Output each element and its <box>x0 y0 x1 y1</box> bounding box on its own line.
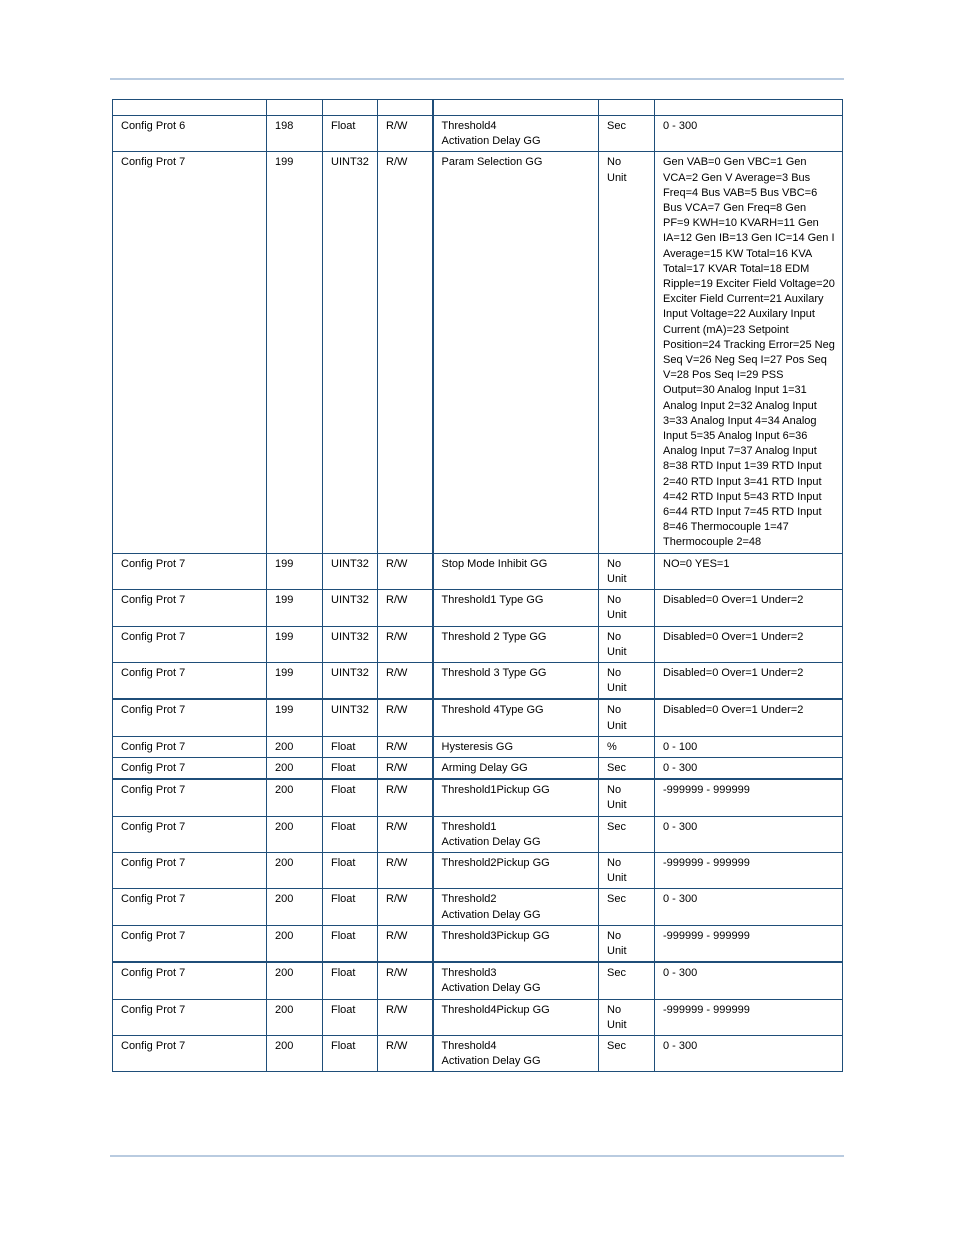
register-cell: 198 <box>267 116 323 152</box>
range-cell: 0 - 100 <box>655 736 843 757</box>
type-cell: Float <box>323 925 378 962</box>
parameter-cell: Threshold 4Type GG <box>433 699 599 736</box>
table-row <box>113 152 843 553</box>
access-cell: R/W <box>378 699 433 736</box>
parameter-cell: Threshold3Pickup GG <box>433 925 599 962</box>
group-cell: Config Prot 7 <box>113 662 267 699</box>
access-cell: R/W <box>378 736 433 757</box>
unit-cell: No Unit <box>599 925 655 962</box>
access-cell: R/W <box>378 889 433 925</box>
type-cell: UINT32 <box>323 662 378 699</box>
register-cell: 200 <box>267 1035 323 1071</box>
header-cell <box>323 100 378 116</box>
group-cell: Config Prot 7 <box>113 152 267 553</box>
register-cell: 199 <box>267 699 323 736</box>
access-cell: R/W <box>378 999 433 1035</box>
unit-cell: No Unit <box>599 626 655 662</box>
unit-cell: % <box>599 736 655 757</box>
register-cell: 200 <box>267 999 323 1035</box>
access-cell: R/W <box>378 662 433 699</box>
range-cell: -999999 - 999999 <box>655 925 843 962</box>
group-cell: Config Prot 6 <box>113 116 267 152</box>
table-row <box>113 590 843 626</box>
unit-cell: No Unit <box>599 852 655 888</box>
range-cell: 0 - 300 <box>655 962 843 999</box>
group-cell: Config Prot 7 <box>113 626 267 662</box>
type-cell: Float <box>323 1035 378 1071</box>
table-row <box>113 925 843 962</box>
group-cell: Config Prot 7 <box>113 699 267 736</box>
unit-cell: No Unit <box>599 779 655 816</box>
range-cell: Disabled=0 Over=1 Under=2 <box>655 590 843 626</box>
table-header-row <box>113 100 843 116</box>
type-cell: UINT32 <box>323 590 378 626</box>
table-row <box>113 889 843 925</box>
register-cell: 200 <box>267 962 323 999</box>
unit-cell: No Unit <box>599 999 655 1035</box>
group-cell: Config Prot 7 <box>113 925 267 962</box>
access-cell: R/W <box>378 152 433 553</box>
register-cell: 199 <box>267 152 323 553</box>
parameter-cell: Threshold4Pickup GG <box>433 999 599 1035</box>
parameter-cell: Threshold4 Activation Delay GG <box>433 1035 599 1071</box>
parameter-cell: Threshold3 Activation Delay GG <box>433 962 599 999</box>
table-row <box>113 779 843 816</box>
group-cell: Config Prot 7 <box>113 779 267 816</box>
parameter-cell: Threshold1 Activation Delay GG <box>433 816 599 852</box>
unit-cell: Sec <box>599 962 655 999</box>
parameter-cell: Threshold2 Activation Delay GG <box>433 889 599 925</box>
access-cell: R/W <box>378 1035 433 1071</box>
table-row <box>113 1035 843 1071</box>
unit-cell: Sec <box>599 889 655 925</box>
table-row <box>113 662 843 699</box>
table-row <box>113 962 843 999</box>
range-cell: 0 - 300 <box>655 889 843 925</box>
type-cell: Float <box>323 962 378 999</box>
group-cell: Config Prot 7 <box>113 736 267 757</box>
table-row <box>113 553 843 589</box>
type-cell: Float <box>323 816 378 852</box>
range-cell: NO=0 YES=1 <box>655 553 843 589</box>
register-cell: 200 <box>267 779 323 816</box>
range-cell: Disabled=0 Over=1 Under=2 <box>655 662 843 699</box>
access-cell: R/W <box>378 553 433 589</box>
register-cell: 199 <box>267 590 323 626</box>
range-cell: -999999 - 999999 <box>655 779 843 816</box>
table-row <box>113 116 843 152</box>
unit-cell: Sec <box>599 116 655 152</box>
access-cell: R/W <box>378 925 433 962</box>
access-cell: R/W <box>378 779 433 816</box>
range-cell: -999999 - 999999 <box>655 852 843 888</box>
group-cell: Config Prot 7 <box>113 590 267 626</box>
table-row <box>113 736 843 757</box>
header-cell <box>378 100 433 116</box>
unit-cell: Sec <box>599 816 655 852</box>
table-row <box>113 816 843 852</box>
access-cell: R/W <box>378 962 433 999</box>
register-cell: 200 <box>267 925 323 962</box>
group-cell: Config Prot 7 <box>113 962 267 999</box>
unit-cell: No Unit <box>599 699 655 736</box>
type-cell: UINT32 <box>323 152 378 553</box>
type-cell: UINT32 <box>323 626 378 662</box>
table-row <box>113 999 843 1035</box>
access-cell: R/W <box>378 852 433 888</box>
type-cell: UINT32 <box>323 553 378 589</box>
group-cell: Config Prot 7 <box>113 816 267 852</box>
range-cell: 0 - 300 <box>655 1035 843 1071</box>
footer-rule <box>110 1155 844 1157</box>
parameter-cell: Param Selection GG <box>433 152 599 553</box>
group-cell: Config Prot 7 <box>113 852 267 888</box>
type-cell: Float <box>323 852 378 888</box>
group-cell: Config Prot 7 <box>113 553 267 589</box>
header-rule <box>110 78 844 80</box>
table-row <box>113 852 843 888</box>
header-cell <box>655 100 843 116</box>
unit-cell: No Unit <box>599 662 655 699</box>
group-cell: Config Prot 7 <box>113 757 267 779</box>
type-cell: Float <box>323 889 378 925</box>
header-cell <box>113 100 267 116</box>
range-cell: 0 - 300 <box>655 816 843 852</box>
type-cell: Float <box>323 116 378 152</box>
parameter-cell: Threshold1Pickup GG <box>433 779 599 816</box>
register-cell: 200 <box>267 889 323 925</box>
parameter-cell: Stop Mode Inhibit GG <box>433 553 599 589</box>
access-cell: R/W <box>378 626 433 662</box>
type-cell: Float <box>323 779 378 816</box>
range-cell: Disabled=0 Over=1 Under=2 <box>655 626 843 662</box>
register-cell: 200 <box>267 852 323 888</box>
register-table <box>112 99 843 1072</box>
table-row <box>113 626 843 662</box>
range-cell: Gen VAB=0 Gen VBC=1 Gen VCA=2 Gen V Average=3 Bus Freq=4 Bus VAB=5 Bus VBC=6 Bus VCA=7 Gen Freq=8 Gen PF=9 KWH=10 KVARH=11 Gen IA=12 Gen IB=13 Gen IC=14 Gen I Average=15 KW Total=16 KVA Total=17 KVAR Total=18 EDM Ripple=19 Exciter Field Voltage=20 Exciter Field Current=21 Auxilary Input Voltage=22 Auxilary Input Current (mA)=23 Setpoint Position=24 Tracking Error=25 Neg Seq V=26 Neg Seq I=27 Pos Seq V=28 Pos Seq I=29 PSS Output=30 Analog Input 1=31 Analog Input 2=32 Analog Input 3=33 Analog Input 4=34 Analog Input 5=35 Analog Input 6=36 Analog Input 7=37 Analog Input 8=38 RTD Input 1=39 RTD Input 2=40 RTD Input 3=41 RTD Input 4=42 RTD Input 5=43 RTD Input 6=44 RTD Input 7=45 RTD Input 8=46 Thermocouple 1=47 Thermocouple 2=48 <box>655 152 843 553</box>
access-cell: R/W <box>378 816 433 852</box>
group-cell: Config Prot 7 <box>113 999 267 1035</box>
header-cell <box>267 100 323 116</box>
unit-cell: No Unit <box>599 590 655 626</box>
register-cell: 200 <box>267 736 323 757</box>
register-cell: 199 <box>267 662 323 699</box>
unit-cell: No Unit <box>599 553 655 589</box>
type-cell: Float <box>323 736 378 757</box>
header-cell <box>599 100 655 116</box>
parameter-cell: Hysteresis GG <box>433 736 599 757</box>
parameter-cell: Threshold 3 Type GG <box>433 662 599 699</box>
register-cell: 199 <box>267 626 323 662</box>
header-cell <box>433 100 599 116</box>
register-cell: 200 <box>267 816 323 852</box>
access-cell: R/W <box>378 116 433 152</box>
register-cell: 199 <box>267 553 323 589</box>
unit-cell: No Unit <box>599 152 655 553</box>
range-cell: 0 - 300 <box>655 757 843 779</box>
unit-cell: Sec <box>599 1035 655 1071</box>
parameter-cell: Threshold 2 Type GG <box>433 626 599 662</box>
register-cell: 200 <box>267 757 323 779</box>
type-cell: Float <box>323 999 378 1035</box>
unit-cell: Sec <box>599 757 655 779</box>
parameter-cell: Arming Delay GG <box>433 757 599 779</box>
table-row <box>113 757 843 779</box>
range-cell: -999999 - 999999 <box>655 999 843 1035</box>
group-cell: Config Prot 7 <box>113 1035 267 1071</box>
type-cell: Float <box>323 757 378 779</box>
parameter-cell: Threshold2Pickup GG <box>433 852 599 888</box>
range-cell: Disabled=0 Over=1 Under=2 <box>655 699 843 736</box>
parameter-cell: Threshold1 Type GG <box>433 590 599 626</box>
access-cell: R/W <box>378 590 433 626</box>
group-cell: Config Prot 7 <box>113 889 267 925</box>
table-row <box>113 699 843 736</box>
type-cell: UINT32 <box>323 699 378 736</box>
access-cell: R/W <box>378 757 433 779</box>
range-cell: 0 - 300 <box>655 116 843 152</box>
parameter-cell: Threshold4 Activation Delay GG <box>433 116 599 152</box>
